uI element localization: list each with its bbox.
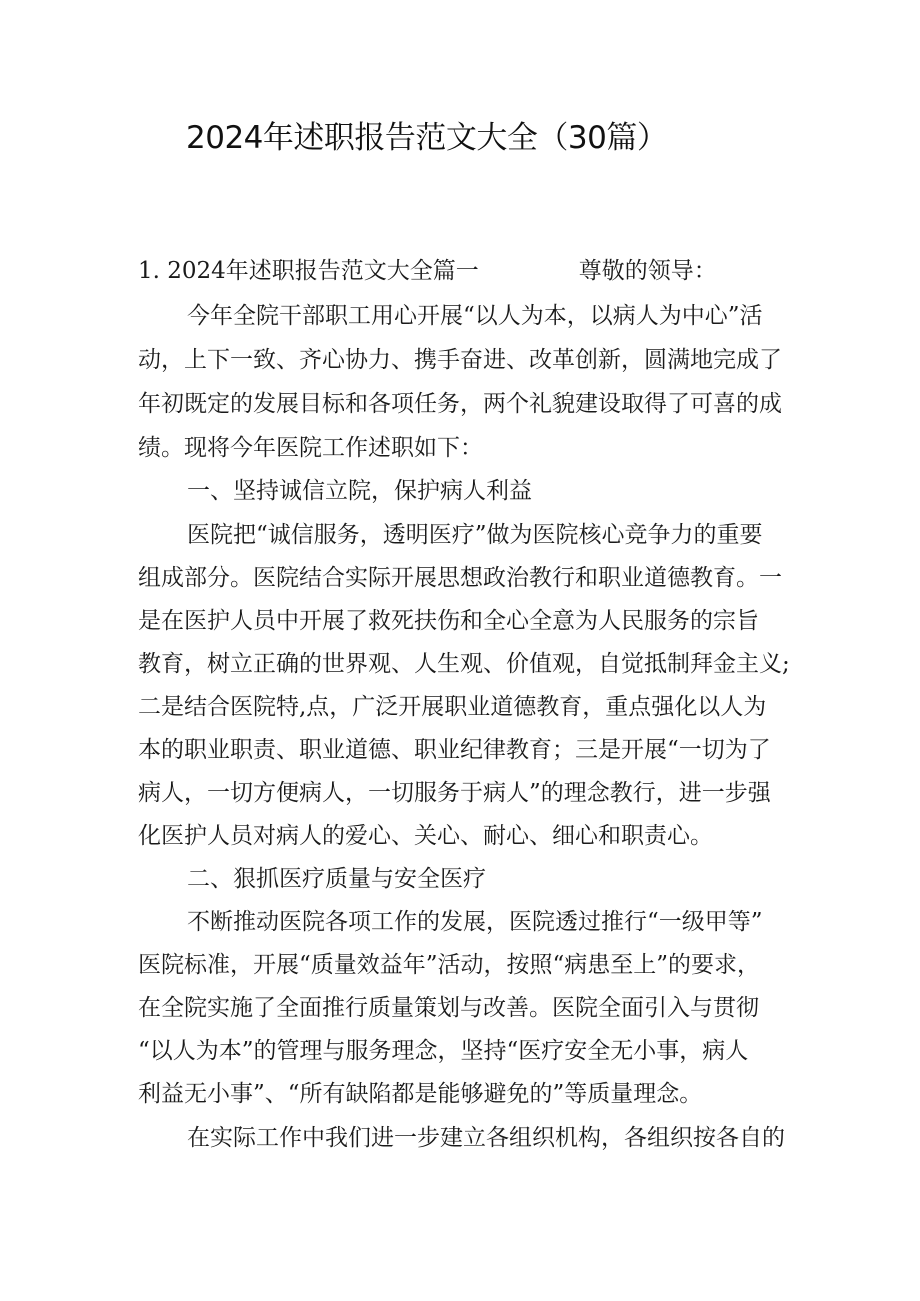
paragraph-line: 二是结合医院特,点，广泛开展职业道德教育，重点强化以人为 bbox=[138, 694, 767, 720]
section-subheading: 二、狠抓医疗质量与安全医疗 bbox=[187, 866, 486, 892]
paragraph-line: 医院标准，开展“质量效益年”活动，按照“病患至上”的要求， bbox=[138, 952, 761, 978]
section-heading bbox=[138, 260, 717, 283]
paragraph-line: 组成部分。医院结合实际开展思想政治教行和职业道德教育。一 bbox=[138, 565, 782, 591]
paragraph-line: “以人为本”的管理与服务理念，坚持“医疗安全无小事，病人 bbox=[138, 1038, 749, 1064]
paragraph-line: 不断推动医院各项工作的发展，医院透过推行“一级甲等” bbox=[187, 909, 763, 935]
paragraph-line: 动，上下一致、齐心协力、携手奋进、改革创新，圆满地完成了 bbox=[138, 347, 782, 373]
salutation: 尊敬的领导： bbox=[578, 258, 717, 284]
paragraph-line: 绩。现将今年医院工作述职如下： bbox=[138, 435, 483, 461]
section-label: 1. 2024年述职报告范文大全篇一 bbox=[138, 258, 479, 284]
paragraph-line: 年初既定的发展目标和各项任务，两个礼貌建设取得了可喜的成 bbox=[138, 391, 782, 417]
paragraph-line: 病人，一切方便病人，一切服务于病人”的理念教行，进一步强 bbox=[138, 780, 771, 806]
section-subheading: 一、坚持诚信立院，保护病人利益 bbox=[187, 478, 532, 504]
paragraph-line: 在实际工作中我们进一步建立各组织机构，各组织按各自的 bbox=[187, 1125, 785, 1151]
document-title: 2024年述职报告范文大全（30篇） bbox=[186, 120, 668, 156]
paragraph-line: 医院把“诚信服务，透明医疗”做为医院核心竞争力的重要 bbox=[187, 522, 763, 548]
paragraph-line: 在全院实施了全面推行质量策划与改善。医院全面引入与贯彻 bbox=[138, 995, 759, 1021]
paragraph-line: 本的职业职责、职业道德、职业纪律教育；三是开展“一切为了 bbox=[138, 737, 771, 763]
paragraph-line: 教育，树立正确的世界观、人生观、价值观，自觉抵制拜金主义; bbox=[138, 651, 790, 677]
paragraph-line: 是在医护人员中开展了救死扶伤和全心全意为人民服务的宗旨 bbox=[138, 608, 759, 634]
paragraph-line: 今年全院干部职工用心开展“以人为本，以病人为中心”活 bbox=[187, 303, 763, 329]
paragraph-line: 化医护人员对病人的爱心、关心、耐心、细心和职责心。 bbox=[138, 823, 713, 849]
paragraph-line: 利益无小事”、“所有缺陷都是能够避免的”等质量理念。 bbox=[138, 1081, 703, 1107]
